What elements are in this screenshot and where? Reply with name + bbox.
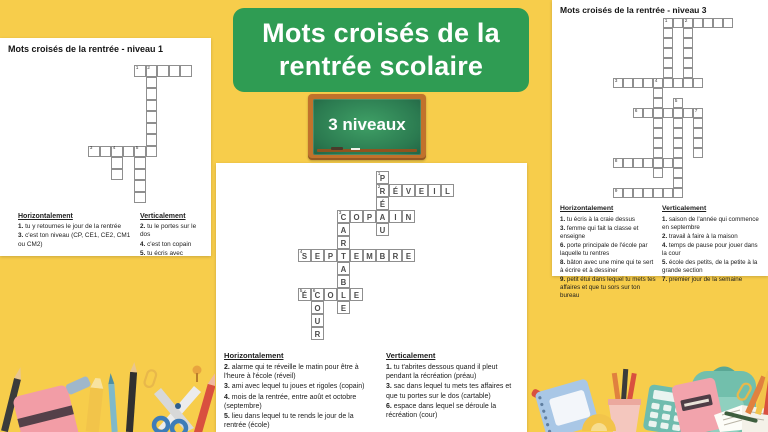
crossword-cell: B [337,275,350,288]
crossword-cell: 5 [134,146,146,158]
crossword-cell [693,128,703,138]
crossword-cell: 9 [613,188,623,198]
crossword-cell [123,146,135,158]
crossword-cell [653,188,663,198]
crossword-cell: 8 [613,158,623,168]
crossword-cell: O [350,210,363,223]
crossword-cell: V [402,184,415,197]
pen-icon [108,373,118,432]
crossword-cell [100,146,112,158]
crossword-cell [146,77,158,89]
crossword-cell [134,192,146,204]
clue: 4. c'est ton copain [140,240,192,248]
crossword-cell: B [376,249,389,262]
crossword-cell [633,78,643,88]
clue: 1. tu écris à la craie dessus [560,215,635,223]
crossword-cell [653,88,663,98]
crossword-cell [643,78,653,88]
crossword-cell [653,118,663,128]
crossword-cell: L [337,288,350,301]
crossword-cell: 4 S [298,249,311,262]
crossword-cell: E [350,288,363,301]
crossword-cell: N [402,210,415,223]
crossword-cell: E [337,301,350,314]
crossword-cell [673,148,683,158]
crossword-cell [673,18,683,28]
vertical-clues-header: Verticalement [662,205,707,212]
crossword-cell [633,158,643,168]
crossword-cell [713,18,723,28]
crossword-cell: 6 [633,108,643,118]
crossword-card-level2 [216,163,527,432]
crossword-cell: U [311,314,324,327]
crossword-cell: É [389,184,402,197]
crossword-cell [653,138,663,148]
vertical-clues-header: Verticalement [386,351,436,360]
crossword-cell [623,158,633,168]
clue: 1. tu y retournes le jour de la rentrée [18,223,122,231]
chalkboard-surface [313,99,421,155]
crossword-cell: A [337,262,350,275]
crossword-cell: A [337,223,350,236]
scissors-icon [154,386,201,432]
crossword-cell: R [311,327,324,340]
crossword-cell [663,48,673,58]
crossword-cell: 7 [693,108,703,118]
crossword-cell [693,78,703,88]
crossword-cell [146,123,158,135]
crossword-cell [673,118,683,128]
clue: 2. travail à faire à la maison [662,232,738,240]
title-line-1: Mots croisés de la [262,18,500,49]
clue: 8. bâton avec une mine qui te sert à écrire et à dessiner [560,259,654,275]
crossword-cell [146,111,158,123]
crossword-cell [146,88,158,100]
clue: 5. lieu dans lequel tu te rends le jour de la rentrée (école) [224,413,354,430]
crossword-cell [643,158,653,168]
crossword-cell: L [441,184,454,197]
crossword-cell: U [376,223,389,236]
crossword-cell [673,78,683,88]
crossword-cell [663,188,673,198]
crossword-cell [653,148,663,158]
school-supplies-right [528,357,768,432]
clue: 9. petit étui dans lequel tu mets tes affaires et que tu sors sur ton bureau [560,276,656,300]
crossword-cell [134,180,146,192]
crossword-cell [693,118,703,128]
vertical-clues-list [140,223,208,258]
crossword-cell [653,98,663,108]
crossword-cell [693,148,703,158]
vertical-clues-list [662,216,762,285]
crossword-cell [673,128,683,138]
crossword-cell [673,168,683,178]
crossword-cell: 2 R [376,184,389,197]
crossword-cell: 1 [663,18,673,28]
crossword-cell [623,188,633,198]
crossword-cell [663,58,673,68]
crossword-cell [693,18,703,28]
crossword-cell [673,188,683,198]
crossword-cell [134,157,146,169]
crossword-cell [683,78,693,88]
crossword-cell [653,108,663,118]
crossword-cell: E [402,249,415,262]
crossword-cell [683,28,693,38]
crossword-cell: 5 [673,98,683,108]
crossword-cell: 4 [111,146,123,158]
horizontal-clues-header: Horizontalement [224,351,284,360]
crossword-cell [663,38,673,48]
crossword-cell: É [376,197,389,210]
crossword-cell: I [389,210,402,223]
crossword-cell: 6 C [311,288,324,301]
crossword-cell [683,38,693,48]
clue: 4. temps de pause pour jouer dans la cour [662,242,758,258]
crossword-cell [693,138,703,148]
crossword-cell [663,108,673,118]
vertical-clues-header: Verticalement [140,213,186,220]
crossword-cell: O [324,288,337,301]
crossword-cell [134,169,146,181]
horizontal-clues-header: Horizontalement [560,205,614,212]
crossword-cell: E [415,184,428,197]
crossword-card-level3 [552,0,768,300]
chalk-icon [351,148,360,151]
crossword-cell: E [350,249,363,262]
clue: 3. femme qui fait la classe et enseigne [560,224,639,240]
vertical-clues-list [386,363,522,420]
clue: 5. tu écris avec [140,250,183,258]
crossword-cell [683,108,693,118]
crossword-cell: R [337,236,350,249]
pushpin-icon [193,366,202,383]
crossword-cell [623,78,633,88]
crossword-cell: 1 [134,65,146,77]
crossword-cell: 3 C [337,210,350,223]
clue: 2. tu le portes sur le dos [140,223,197,239]
clue: 1. saison de l'année qui commence en septembre [662,215,759,231]
crossword-cell: P [363,210,376,223]
title-line-2: rentrée scolaire [278,51,484,81]
crossword-cell: 3 [88,146,100,158]
clue: 4. mois de la rentrée, entre août et octobre (septembre) [224,393,357,410]
crossword-cell: I [428,184,441,197]
card-title: Mots croisés de la rentrée - niveau 1 [8,44,164,54]
crossword-cell: 3 [613,78,623,88]
crossword-cell [157,65,169,77]
crossword-cell: E [311,249,324,262]
clue: 3. sac dans lequel tu mets tes affaires et que tu portes sur le dos (cartable) [386,383,512,400]
crossword-cell [643,188,653,198]
crossword-cell [683,68,693,78]
crossword-card-level1 [0,38,211,256]
crossword-cell [653,128,663,138]
chalkboard [308,94,426,160]
clue: 3. ami avec lequel tu joues et rigoles (copain) [224,383,365,391]
board-eraser-icon [331,147,343,151]
crossword-cell: 5 É [298,288,311,301]
clue: 2. alarme qui te réveille le matin pour être à l'heure à l'école (réveil) [224,364,359,381]
paperclip-icon [143,369,157,388]
crossword-cell [653,168,663,178]
crossword-cell [703,18,713,28]
crossword-cell: O [311,301,324,314]
horizontal-clues-list [560,216,657,301]
crossword-cell: 2 [146,65,158,77]
crossword-cell [673,158,683,168]
clue: 3. c'est ton niveau (CP, CE1, CE2, CM1 ou CM2) [18,232,131,248]
crossword-cell [663,68,673,78]
crossword-cell [146,100,158,112]
eraser-icon [65,376,91,396]
crossword-cell [169,65,181,77]
title-banner [233,8,529,92]
crossword-cell [653,158,663,168]
crossword-cell [180,65,192,77]
pencil-icon [126,362,138,432]
horizontal-clues-list [224,363,376,431]
crossword-cell [663,28,673,38]
clue: 5. école des petits, de la petite à la grande section [662,259,758,275]
horizontal-clues-list [18,223,136,249]
crossword-cell [633,188,643,198]
levels-badge: 3 niveaux [328,115,406,134]
crossword-cell: 4 [653,78,663,88]
crossword-cell [673,108,683,118]
crossword-cell: 1 P [376,171,389,184]
crossword-cell [723,18,733,28]
crossword-cell: M [363,249,376,262]
clue: 1. tu t'abrites dessous quand il pleut pendant la récréation (préau) [386,364,498,381]
crossword-cell [673,138,683,148]
crossword-cell: 2 [683,18,693,28]
crossword-cell [663,78,673,88]
clue: 7. premier jour de la semaine [662,276,743,284]
clue: 6. espace dans lequel se déroule la récréation (cour) [386,402,497,420]
crossword-cell [643,108,653,118]
crossword-cell [111,157,123,169]
crossword-cell: P [324,249,337,262]
crossword-cell [683,48,693,58]
school-supplies-left [0,360,215,432]
card-title: Mots croisés de la rentrée - niveau 3 [560,5,707,15]
crossword-cell: A [376,210,389,223]
crossword-cell: R [389,249,402,262]
clue: 6. porte principale de l'école par laquelle tu rentres [560,242,648,258]
horizontal-clues-header: Horizontalement [18,213,73,220]
crossword-cell [683,58,693,68]
crossword-cell: T [337,249,350,262]
crossword-cell [663,158,673,168]
crossword-cell [146,134,158,146]
crossword-cell [673,178,683,188]
crossword-cell [111,169,123,181]
crossword-cell [146,146,158,158]
